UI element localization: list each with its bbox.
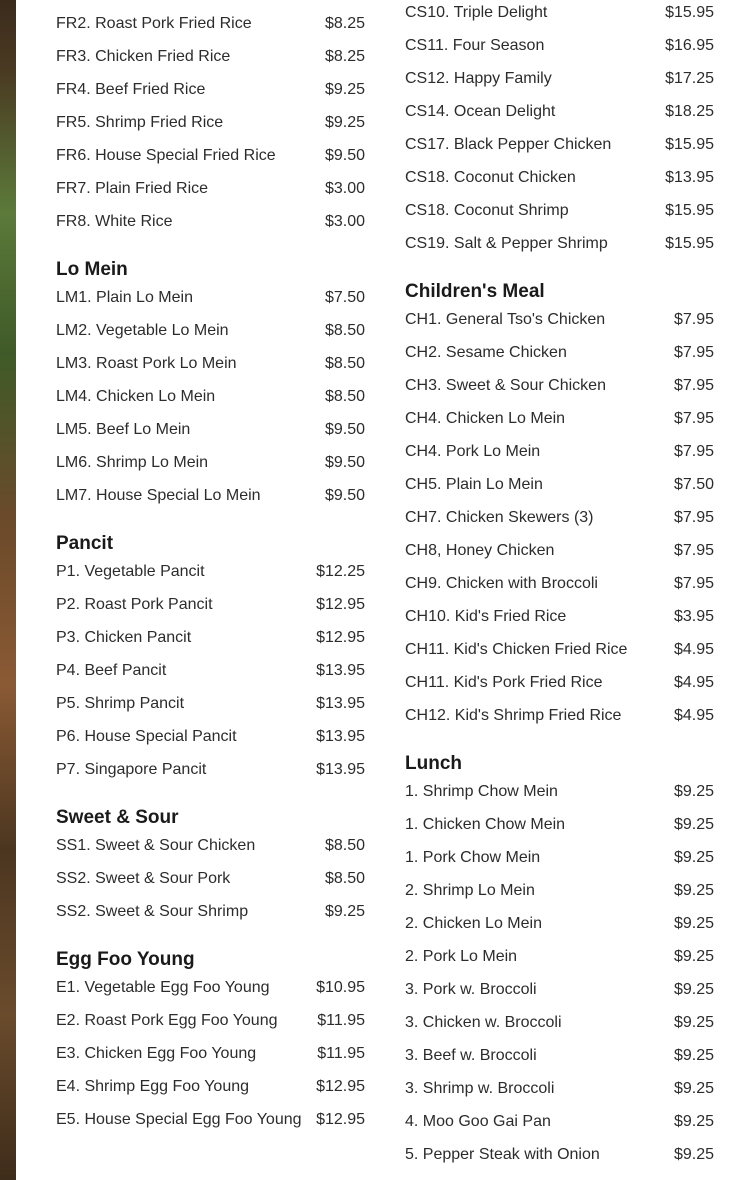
menu-item-name: CH12. Kid's Shrimp Fried Rice — [405, 707, 622, 724]
menu-item-price: $4.95 — [673, 674, 714, 691]
menu-item-name: CH4. Pork Lo Mein — [405, 443, 541, 460]
menu-item-price: $9.25 — [673, 816, 714, 833]
menu-item — [405, 815, 714, 848]
menu-item — [56, 14, 365, 47]
menu-item-name: CS12. Happy Family — [405, 70, 552, 87]
menu-item-name: LM4. Chicken Lo Mein — [56, 388, 216, 405]
background-photo-strip — [0, 0, 16, 1180]
menu-item-price: $8.50 — [324, 837, 365, 854]
menu-item — [56, 562, 365, 595]
menu-item-price: $15.95 — [665, 4, 714, 21]
menu-item-name: CH9. Chicken with Broccoli — [405, 575, 598, 592]
menu-item-price: $12.95 — [316, 1111, 365, 1128]
menu-item — [56, 179, 365, 212]
menu-item — [405, 310, 714, 343]
menu-item-price: $9.25 — [673, 915, 714, 932]
menu-item-price: $13.95 — [316, 662, 365, 679]
menu-item-price: $9.25 — [673, 948, 714, 965]
menu-item — [405, 980, 714, 1013]
menu-item-price: $7.95 — [673, 509, 714, 526]
menu-section-lo-mein — [56, 259, 365, 519]
menu-item — [56, 288, 365, 321]
menu-section-egg-foo-young — [56, 949, 365, 1143]
menu-item-price: $15.95 — [665, 136, 714, 153]
menu-item-name: LM6. Shrimp Lo Mein — [56, 454, 209, 471]
menu-item-name: P1. Vegetable Pancit — [56, 563, 205, 580]
menu-item-price — [325, 0, 365, 1]
menu-item-name: CS11. Four Season — [405, 37, 545, 54]
menu-item — [56, 1044, 365, 1077]
menu-item-name: LM5. Beef Lo Mein — [56, 421, 191, 438]
menu-item — [405, 3, 714, 36]
menu-item-name: LM3. Roast Pork Lo Mein — [56, 355, 237, 372]
menu-item-name: E3. Chicken Egg Foo Young — [56, 1045, 257, 1062]
menu-item-price: $9.25 — [673, 981, 714, 998]
menu-item-name: 5. Pepper Steak with Onion — [405, 1146, 600, 1163]
menu-item — [56, 212, 365, 245]
menu-item — [56, 420, 365, 453]
menu-item-name: P3. Chicken Pancit — [56, 629, 192, 646]
menu-item — [405, 442, 714, 475]
menu-item-price: $9.25 — [673, 849, 714, 866]
menu-item-price: $7.50 — [324, 289, 365, 306]
menu-item-price: $3.00 — [324, 180, 365, 197]
menu-item-price: $9.50 — [324, 487, 365, 504]
menu-item-price: $11.95 — [317, 1045, 365, 1062]
menu-item — [56, 727, 365, 760]
menu-item-price: $18.25 — [665, 103, 714, 120]
menu-item-price: $11.95 — [317, 1012, 365, 1029]
menu-item-name: 3. Shrimp w. Broccoli — [405, 1080, 555, 1097]
menu-item-name: 2. Shrimp Lo Mein — [405, 882, 535, 899]
menu-item-name: CH11. Kid's Pork Fried Rice — [405, 674, 603, 691]
menu-item — [405, 234, 714, 267]
menu-item-name: CH7. Chicken Skewers (3) — [405, 509, 594, 526]
menu-item-name: E2. Roast Pork Egg Foo Young — [56, 1012, 278, 1029]
menu-item-price: $12.95 — [316, 1078, 365, 1095]
menu-item — [56, 321, 365, 354]
menu-item-price: $12.25 — [316, 563, 365, 580]
menu-item-name: FR8. White Rice — [56, 213, 173, 230]
menu-item-name: CS10. Triple Delight — [405, 4, 548, 21]
menu-item — [56, 80, 365, 113]
menu-item-price: $7.95 — [673, 344, 714, 361]
menu-item-price: $4.95 — [673, 707, 714, 724]
menu-section-lunch — [405, 753, 714, 1178]
menu-item-name: CH8, Honey Chicken — [405, 542, 555, 559]
menu-item-name: SS2. Sweet & Sour Pork — [56, 870, 231, 887]
menu-item — [405, 69, 714, 102]
menu-item-price: $12.95 — [316, 596, 365, 613]
menu-section-pancit — [56, 533, 365, 793]
menu-item — [56, 453, 365, 486]
menu-item-price: $13.95 — [665, 169, 714, 186]
menu-item — [56, 1077, 365, 1110]
menu-item-name — [56, 0, 244, 1]
menu-item — [405, 343, 714, 376]
menu-item — [56, 1110, 365, 1143]
menu-item-name: SS2. Sweet & Sour Shrimp — [56, 903, 249, 920]
menu-section-sweet-sour — [56, 807, 365, 935]
menu-item-price: $7.95 — [673, 410, 714, 427]
menu-item — [405, 848, 714, 881]
menu-item-price: $8.50 — [324, 322, 365, 339]
menu-item — [405, 640, 714, 673]
menu-item — [56, 902, 365, 935]
menu-item — [405, 376, 714, 409]
menu-item-price: $9.25 — [324, 81, 365, 98]
menu-item-name: CH5. Plain Lo Mein — [405, 476, 543, 493]
menu-item — [56, 694, 365, 727]
menu-item-name: LM2. Vegetable Lo Mein — [56, 322, 229, 339]
menu-item-name: E4. Shrimp Egg Foo Young — [56, 1078, 250, 1095]
menu-item — [56, 354, 365, 387]
menu-item — [405, 574, 714, 607]
menu-item-price: $9.25 — [673, 783, 714, 800]
menu-section-continued — [405, 0, 714, 267]
menu-item-price: $9.25 — [324, 114, 365, 131]
menu-item — [56, 47, 365, 80]
menu-item — [405, 135, 714, 168]
menu-item-name: P6. House Special Pancit — [56, 728, 237, 745]
menu-item-price: $9.25 — [673, 882, 714, 899]
menu-column-right — [405, 0, 714, 1178]
menu-item-name: 2. Chicken Lo Mein — [405, 915, 542, 932]
menu-item — [56, 869, 365, 902]
menu-item-name: 3. Chicken w. Broccoli — [405, 1014, 562, 1031]
menu-item — [405, 36, 714, 69]
menu-item-price: $12.95 — [316, 629, 365, 646]
menu-item-price: $9.50 — [324, 421, 365, 438]
menu-item — [56, 387, 365, 420]
menu-item — [56, 0, 365, 14]
menu-item — [56, 1011, 365, 1044]
section-heading: Pancit — [56, 533, 114, 554]
menu-item-name: 2. Pork Lo Mein — [405, 948, 518, 965]
menu-item — [405, 201, 714, 234]
menu-item-price: $3.00 — [324, 213, 365, 230]
menu-item-name: CS14. Ocean Delight — [405, 103, 556, 120]
menu-item-price: $8.50 — [324, 870, 365, 887]
menu-item-name: CS19. Salt & Pepper Shrimp — [405, 235, 608, 252]
menu-item-price: $8.25 — [324, 15, 365, 32]
menu-item — [56, 836, 365, 869]
menu-item — [405, 1013, 714, 1046]
menu-item-price: $9.25 — [673, 1080, 714, 1097]
menu-item-name: SS1. Sweet & Sour Chicken — [56, 837, 256, 854]
menu-column-left — [56, 0, 365, 1143]
menu-section-children-s-meal — [405, 281, 714, 739]
menu-item-name: LM7. House Special Lo Mein — [56, 487, 261, 504]
menu-item-name: 3. Beef w. Broccoli — [405, 1047, 537, 1064]
menu-item-price: $7.50 — [673, 476, 714, 493]
menu-item — [405, 409, 714, 442]
menu-item-price: $9.25 — [324, 903, 365, 920]
menu-item-name: 3. Pork w. Broccoli — [405, 981, 537, 998]
menu-item-name: CS18. Coconut Shrimp — [405, 202, 569, 219]
menu-item-name: CH10. Kid's Fried Rice — [405, 608, 567, 625]
menu-item-name: 4. Moo Goo Gai Pan — [405, 1113, 551, 1130]
menu-item — [405, 541, 714, 574]
menu-item-name: CH4. Chicken Lo Mein — [405, 410, 566, 427]
menu-item-price: $7.95 — [673, 542, 714, 559]
menu-item — [405, 881, 714, 914]
section-heading: Egg Foo Young — [56, 949, 195, 970]
menu-item — [405, 168, 714, 201]
menu-item — [56, 113, 365, 146]
menu-item-name: P5. Shrimp Pancit — [56, 695, 185, 712]
menu-item — [405, 1046, 714, 1079]
section-heading: Lo Mein — [56, 259, 128, 280]
menu-item-price: $13.95 — [316, 728, 365, 745]
menu-item-name: LM1. Plain Lo Mein — [56, 289, 193, 306]
menu-item-name: CH3. Sweet & Sour Chicken — [405, 377, 606, 394]
menu-item-name: P2. Roast Pork Pancit — [56, 596, 213, 613]
menu-item-price: $9.25 — [673, 1146, 714, 1163]
menu-item-price: $9.50 — [324, 147, 365, 164]
menu-item — [56, 661, 365, 694]
section-heading: Sweet & Sour — [56, 807, 179, 828]
menu-item-name: 1. Shrimp Chow Mein — [405, 783, 558, 800]
menu-item-price: $8.50 — [324, 355, 365, 372]
menu-item-name: 1. Chicken Chow Mein — [405, 816, 566, 833]
menu-item-name: P4. Beef Pancit — [56, 662, 167, 679]
menu-item — [56, 978, 365, 1011]
menu-item-name: 1. Pork Chow Mein — [405, 849, 541, 866]
menu-item-name: E5. House Special Egg Foo Young — [56, 1111, 302, 1128]
menu-item — [56, 146, 365, 179]
menu-item-price: $17.25 — [665, 70, 714, 87]
menu-item — [405, 673, 714, 706]
menu-item-name: CH2. Sesame Chicken — [405, 344, 567, 361]
menu-item — [405, 1112, 714, 1145]
menu-item-price: $8.50 — [324, 388, 365, 405]
menu-item-name: FR6. House Special Fried Rice — [56, 147, 276, 164]
menu-item-price: $13.95 — [316, 695, 365, 712]
menu-item-price: $9.25 — [673, 1113, 714, 1130]
menu-item — [56, 595, 365, 628]
menu-item-name: CS18. Coconut Chicken — [405, 169, 576, 186]
menu-item-name: FR5. Shrimp Fried Rice — [56, 114, 224, 131]
menu-item — [405, 947, 714, 980]
menu-item-name: FR3. Chicken Fried Rice — [56, 48, 231, 65]
menu-item-price: $3.95 — [673, 608, 714, 625]
menu-item-name: E1. Vegetable Egg Foo Young — [56, 979, 270, 996]
menu-item-name: CH11. Kid's Chicken Fried Rice — [405, 641, 628, 658]
menu-item-price: $15.95 — [665, 202, 714, 219]
menu-item-name: P7. Singapore Pancit — [56, 761, 207, 778]
menu-item-price: $13.95 — [316, 761, 365, 778]
menu-section-continued — [56, 0, 365, 245]
section-heading: Lunch — [405, 753, 462, 774]
menu-item-price: $10.95 — [316, 979, 365, 996]
menu-item-price: $7.95 — [673, 311, 714, 328]
menu-item — [405, 508, 714, 541]
menu-item — [405, 607, 714, 640]
menu-item-price: $7.95 — [673, 443, 714, 460]
menu-item — [405, 706, 714, 739]
menu-item — [405, 782, 714, 815]
menu-item-price: $16.95 — [665, 37, 714, 54]
menu-item — [405, 102, 714, 135]
menu-item — [405, 914, 714, 947]
menu-item-price: $4.95 — [673, 641, 714, 658]
menu-item — [405, 1079, 714, 1112]
menu-item-name: CS17. Black Pepper Chicken — [405, 136, 612, 153]
section-heading: Children's Meal — [405, 281, 545, 302]
menu-item-name: CH1. General Tso's Chicken — [405, 311, 606, 328]
menu-item — [405, 1145, 714, 1178]
menu-item-price: $7.95 — [673, 377, 714, 394]
menu-item — [56, 760, 365, 793]
menu-item-price: $8.25 — [324, 48, 365, 65]
menu-item-price: $9.50 — [324, 454, 365, 471]
menu-item — [405, 475, 714, 508]
menu-item — [56, 628, 365, 661]
menu-item-price: $7.95 — [673, 575, 714, 592]
menu-item-price: $9.25 — [673, 1014, 714, 1031]
menu-item-price: $9.25 — [673, 1047, 714, 1064]
menu-item-name: FR2. Roast Pork Fried Rice — [56, 15, 252, 32]
menu-item — [56, 486, 365, 519]
menu-item-name: FR7. Plain Fried Rice — [56, 180, 209, 197]
menu-item-name: FR4. Beef Fried Rice — [56, 81, 206, 98]
menu-item-price: $15.95 — [665, 235, 714, 252]
